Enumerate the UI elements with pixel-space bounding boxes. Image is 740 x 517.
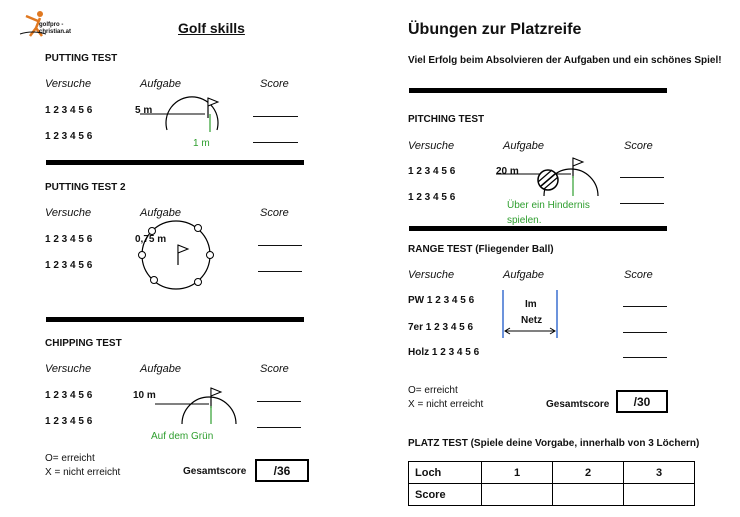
pitching-row1-attempts[interactable]: 1 2 3 4 5 6 <box>408 166 456 177</box>
putting-hole-flag-icon <box>140 88 220 138</box>
putting-row1-attempts[interactable]: 1 2 3 4 5 6 <box>45 105 93 116</box>
putting-col-score: Score <box>260 78 289 90</box>
pitching-col-task: Aufgabe <box>503 140 544 152</box>
platz-row1-label: Loch <box>409 462 482 484</box>
platz-score-cell-2[interactable] <box>553 484 624 506</box>
range-net-line1: Im <box>525 299 537 310</box>
platz-table <box>408 461 695 506</box>
range-heading: RANGE TEST (Fliegender Ball) <box>408 244 554 255</box>
platz-score-cell-3[interactable] <box>624 484 695 506</box>
left-legend-o: O= erreicht <box>45 453 95 464</box>
range-score-line-2[interactable] <box>623 332 667 333</box>
pitching-obstacle-flag-icon <box>496 152 606 202</box>
pitching-col-score: Score <box>624 140 653 152</box>
right-total-label: Gesamtscore <box>546 399 610 410</box>
range-col-task: Aufgabe <box>503 269 544 281</box>
putting2-row1-attempts[interactable]: 1 2 3 4 5 6 <box>45 234 93 245</box>
putting-distance: 5 m <box>135 105 153 116</box>
putting-score-line-1[interactable] <box>253 116 298 117</box>
pitching-score-line-1[interactable] <box>620 177 664 178</box>
chipping-row1-attempts[interactable]: 1 2 3 4 5 6 <box>45 390 93 401</box>
range-row-holz[interactable]: Holz 1 2 3 4 5 6 <box>408 347 480 358</box>
putting2-col-task: Aufgabe <box>140 207 181 219</box>
range-net-line2: Netz <box>521 315 543 326</box>
divider <box>46 317 304 322</box>
pitching-note-line1: Über ein Hindernis <box>507 200 590 211</box>
putting2-col-attempts: Versuche <box>45 207 92 219</box>
platz-hole-2: 2 <box>553 462 624 484</box>
left-total-box[interactable]: /36 <box>255 459 309 482</box>
putting2-heading: PUTTING TEST 2 <box>45 182 126 193</box>
putting-col-attempts: Versuche <box>45 78 92 90</box>
divider <box>46 160 304 165</box>
range-col-attempts: Versuche <box>408 269 455 281</box>
logo <box>18 10 78 40</box>
putting-col-task: Aufgabe <box>140 78 181 90</box>
platz-row-holes <box>409 462 695 484</box>
chipping-row2-attempts[interactable]: 1 2 3 4 5 6 <box>45 416 93 427</box>
pitching-row2-attempts[interactable]: 1 2 3 4 5 6 <box>408 192 456 203</box>
left-title: Golf skills <box>178 20 245 36</box>
platz-hole-1: 1 <box>482 462 553 484</box>
right-subtitle: Viel Erfolg beim Absolvieren der Aufgaben und ein schönes Spiel! <box>408 55 722 66</box>
pitching-note-line2: spielen. <box>507 215 542 226</box>
chipping-col-task: Aufgabe <box>140 363 181 375</box>
chipping-col-score: Score <box>260 363 289 375</box>
chipping-score-line-1[interactable] <box>257 401 301 402</box>
right-title: Übungen zur Platzreife <box>408 21 582 38</box>
right-legend-o: O= erreicht <box>408 385 458 396</box>
range-row-7er[interactable]: 7er 1 2 3 4 5 6 <box>408 322 474 333</box>
logo-line2: christian.at <box>39 29 72 35</box>
putting2-score-line-2[interactable] <box>258 271 302 272</box>
range-score-line-3[interactable] <box>623 357 667 358</box>
platz-score-cell-1[interactable] <box>482 484 553 506</box>
putting-note: 1 m <box>193 138 210 149</box>
logo-line1: golfpro - <box>39 22 64 28</box>
chipping-col-attempts: Versuche <box>45 363 92 375</box>
platz-row-score <box>409 484 695 506</box>
divider <box>409 88 667 93</box>
putting2-ring-flag-icon <box>140 225 220 295</box>
platz-heading: PLATZ TEST (Spiele deine Vorgabe, innerhalb von 3 Löchern) <box>408 438 700 449</box>
putting-row2-attempts[interactable]: 1 2 3 4 5 6 <box>45 131 93 142</box>
left-total-label: Gesamtscore <box>183 466 247 477</box>
range-col-score: Score <box>624 269 653 281</box>
chipping-note: Auf dem Grün <box>151 431 214 442</box>
platz-row2-label: Score <box>409 484 482 506</box>
putting-heading: PUTTING TEST <box>45 53 118 64</box>
pitching-heading: PITCHING TEST <box>408 114 485 125</box>
chipping-heading: CHIPPING TEST <box>45 338 122 349</box>
putting2-row2-attempts[interactable]: 1 2 3 4 5 6 <box>45 260 93 271</box>
chipping-score-line-2[interactable] <box>257 427 301 428</box>
putting2-distance: 0,75 m <box>135 234 167 245</box>
putting2-col-score: Score <box>260 207 289 219</box>
pitching-col-attempts: Versuche <box>408 140 455 152</box>
platz-hole-3: 3 <box>624 462 695 484</box>
range-score-line-1[interactable] <box>623 306 667 307</box>
right-total-box[interactable]: /30 <box>616 390 668 413</box>
divider <box>409 226 667 231</box>
pitching-score-line-2[interactable] <box>620 203 664 204</box>
right-legend-x: X = nicht erreicht <box>408 399 484 410</box>
chipping-distance: 10 m <box>133 390 156 401</box>
putting2-score-line-1[interactable] <box>258 245 302 246</box>
left-legend-x: X = nicht erreicht <box>45 467 121 478</box>
putting-score-line-2[interactable] <box>253 142 298 143</box>
chipping-hole-flag-icon <box>155 376 245 426</box>
range-row-pw[interactable]: PW 1 2 3 4 5 6 <box>408 295 475 306</box>
pitching-distance: 20 m <box>496 166 519 177</box>
